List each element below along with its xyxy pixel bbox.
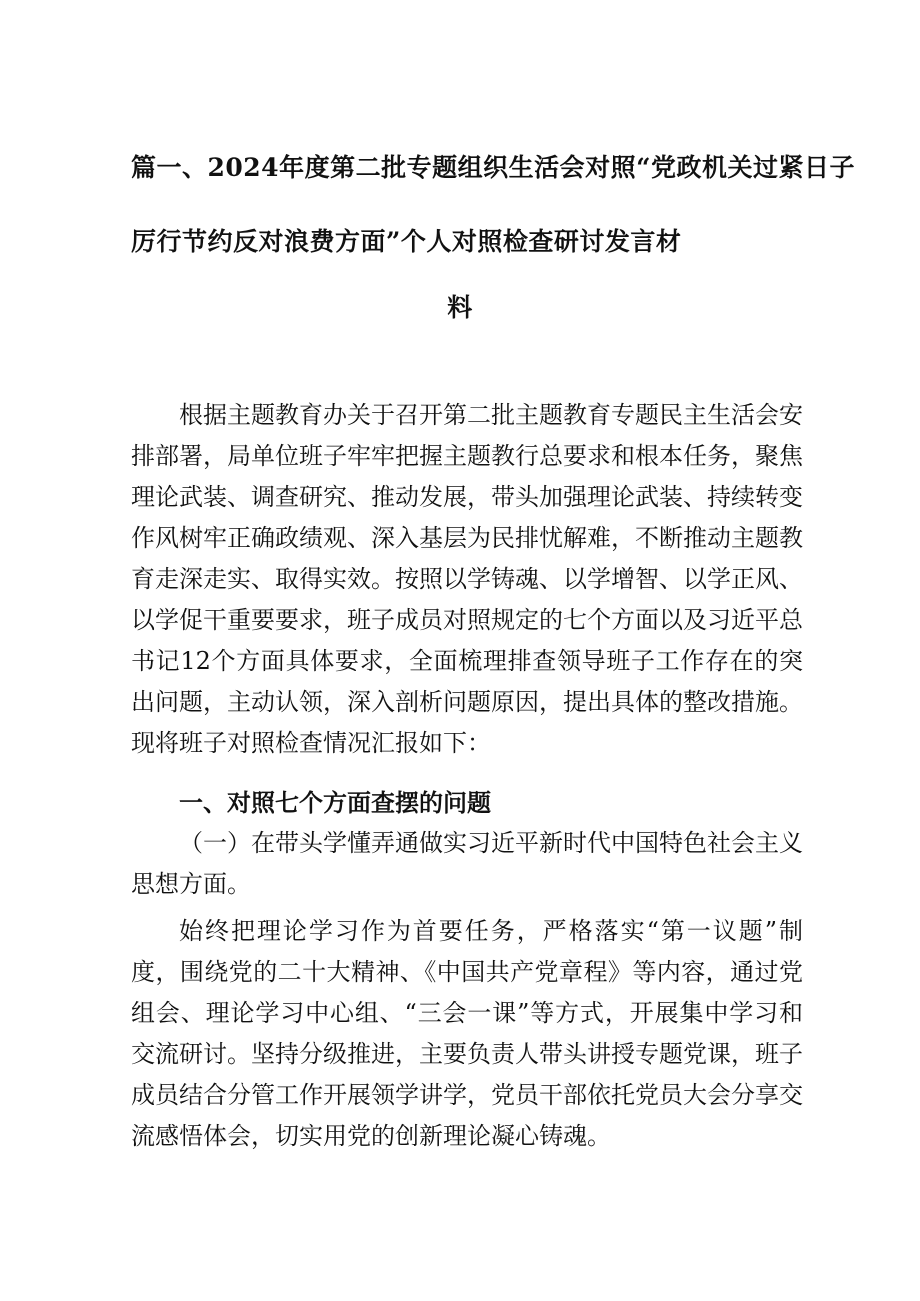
intro-paragraph: 根据主题教育办关于召开第二批主题教育专题民主生活会安排部署，局单位班子牢牢把握主题教行总要求和根本任务，聚焦理论武装、调查研究、推动发展，带头加强理论武装、持续转变作风树牢正确政绩观、深入基层为民排忧解难，不断推动主题教育走深走实、取得实效。按照以学铸魂、以学增智、以学正风、以学促干重要要求，班子成员对照规定的七个方面以及习近平总书记12个方面具体要求，全面梳理排查领导班子工作存在的突出问题，主动认领，深入剖析问题原因，提出具体的整改措施。现将班子对照检查情况汇报如下： <box>131 401 803 757</box>
document-title-line-1: 篇一、2024年度第二批专题组织生活会对照“党政机关过紧日子 <box>131 153 855 182</box>
section-heading: 一、对照七个方面查摆的问题 <box>179 788 491 817</box>
document-title-line-3: 料 <box>447 293 473 322</box>
document-title-line-2: 厉行节约反对浪费方面”个人对照检查研讨发言材 <box>131 227 682 256</box>
body-paragraph: 始终把理论学习作为首要任务，严格落实“第一议题”制度，围绕党的二十大精神、《中国共产党章程》等内容，通过党组会、理论学习中心组、“三会一课”等方式，开展集中学习和交流研讨。坚持分级推进，主要负责人带头讲授专题党课，班子成员结合分管工作开展领学讲学，党员干部依托党员大会分享交流感悟体会，切实用党的创新理论凝心铸魂。 <box>131 917 803 1150</box>
subsection-heading: （一）在带头学懂弄通做实习近平新时代中国特色社会主义思想方面。 <box>131 829 803 898</box>
